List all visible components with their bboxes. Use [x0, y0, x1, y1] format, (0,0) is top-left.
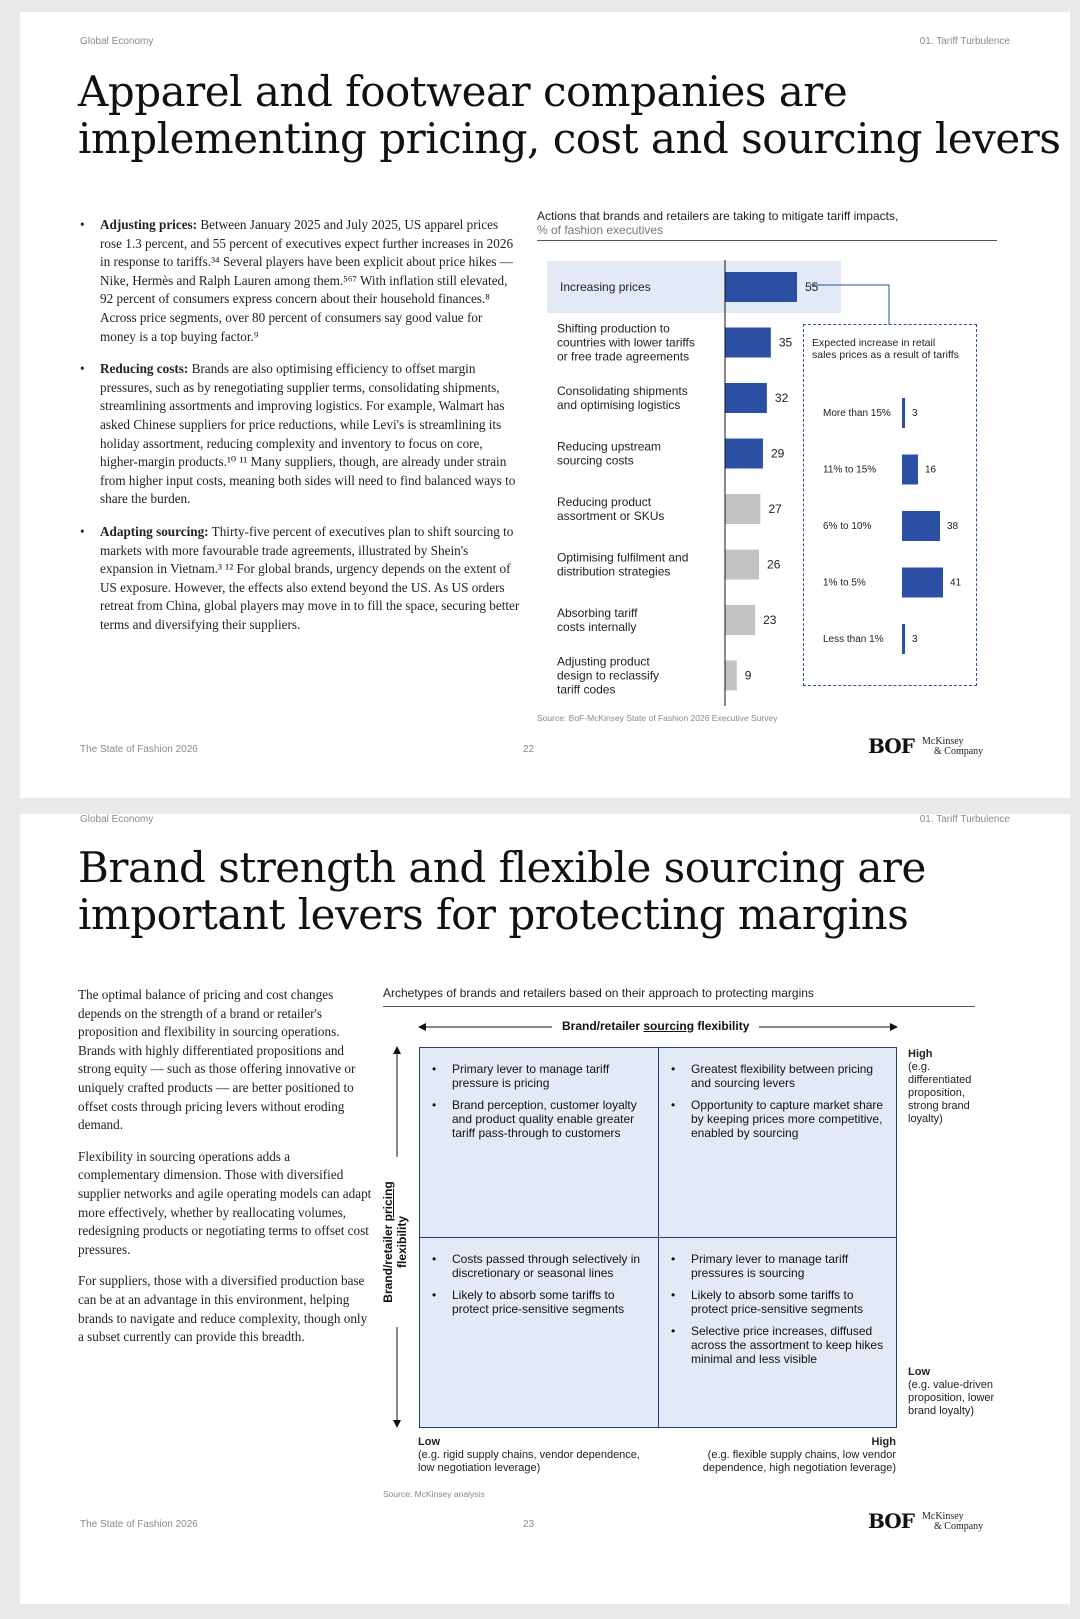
y-high-note: High (e.g. differentiated proposition, strong brand loyalty)	[908, 1048, 972, 1125]
category-label: countries with lower tariffs	[557, 335, 695, 350]
matrix-title-rule	[383, 1006, 975, 1007]
category-label: distribution strategies	[557, 564, 671, 579]
category-label: sourcing costs	[557, 453, 634, 468]
category-label: Absorbing tariff	[557, 606, 638, 620]
report-page-23	[20, 814, 1070, 1604]
category-label: Less than 1%	[823, 634, 884, 645]
category-label: or free trade agreements	[557, 349, 690, 364]
paragraph: The optimal balance of pricing and cost changes depends on the strength of a brand or retailer's proposition and flexibility in sourcing operations. Brands with highly differentiated propositions and strong equity — such as those offering innovative or uniquely crafted products — are better positioned to offset costs through pricing levers without eroding demand.	[78, 987, 356, 1133]
category-label: More than 15%	[823, 408, 891, 419]
quadrant-top-left: • Primary lever to manage tariff pressure is pricing • Brand perception, customer loyalty and product quality enable greater tariff pass-through to customers	[432, 1062, 647, 1148]
page-title: Brand strength and flexible sourcing are important levers for protecting margins	[78, 843, 926, 939]
bullet-reducing-costs: • Reducing costs: Brands are also optimising efficiency to offset margin pressures, such as by renegotiating supplier terms, consolidating shipments, streamlining assortments and improving logistics. For example, Walmart has asked Chinese suppliers for price reductions, while Levi's is streamlining its holiday assortment, reducing complexity and inventory to focus on core, higher-margin products.¹⁰ ¹¹ Many suppliers, though, are already under strain from higher input costs, meaning both sides will need to find balanced ways to share the burden.	[80, 360, 520, 509]
section-label: Global Economy	[80, 814, 154, 825]
data-label: 9	[744, 668, 752, 683]
paragraph: Flexibility in sourcing operations adds a complementary dimension. Those with diversified supplier networks and agile operating models can adapt more effectively, whether by reallocating volumes, redesigning products or negotiating terms to offset cost pressures.	[78, 1148, 372, 1257]
quadrant-top-right: • Greatest flexibility between pricing and sourcing levers • Opportunity to capture market share by keeping prices more competitive, enabled by sourcing	[671, 1062, 886, 1148]
category-label: Shifting production to	[557, 321, 670, 336]
category-label: 11% to 15%	[823, 464, 877, 476]
y-axis-label: Brand/retailer pricing flexibility	[381, 1157, 409, 1327]
bar	[725, 494, 760, 524]
category-label: assortment or SKUs	[557, 509, 665, 523]
quadrant-bottom-left: • Costs passed through selectively in discretionary or seasonal lines • Likely to absorb some tariffs to protect price-sensitive segments	[432, 1252, 647, 1324]
report-page-22	[20, 12, 1070, 798]
y-low-note: Low (e.g. value-driven proposition, lower brand loyalty)	[908, 1366, 995, 1417]
footer-title: The State of Fashion 2026	[80, 744, 198, 755]
price-increase-bar-chart	[804, 382, 976, 682]
chapter-label: 01. Tariff Turbulence	[919, 36, 1010, 47]
bullet-adapting-sourcing: • Adapting sourcing: Thirty-five percent of executives plan to shift sourcing to markets with more favourable trade agreements, illustrated by Shein's expansion in Vietnam.³ ¹² For global brands, urgency depends on the extent of US exposure. However, the effects also extend beyond the US. As US orders retreat from China, global players may move in to fill the space, securing better terms and diversifying their suppliers.	[80, 523, 520, 635]
data-label: 16	[925, 464, 937, 476]
matrix-h-divider	[419, 1237, 897, 1238]
category-label: Reducing product	[557, 495, 652, 509]
bof-logo: BOF	[868, 1509, 914, 1533]
mckinsey-logo: McKinsey & Company	[922, 1511, 984, 1532]
data-label: 41	[950, 577, 962, 589]
bar	[725, 661, 737, 691]
page-number: 23	[523, 1519, 535, 1530]
data-label: 26	[767, 557, 781, 572]
category-label: 1% to 5%	[823, 577, 866, 589]
data-label: 3	[912, 408, 918, 419]
bar	[725, 550, 759, 580]
chapter-label: 01. Tariff Turbulence	[919, 814, 1010, 825]
data-label: 27	[768, 502, 782, 516]
data-label: 29	[770, 446, 785, 461]
data-label: 3	[912, 634, 918, 645]
data-label: 35	[778, 335, 793, 350]
body-paragraphs	[78, 986, 374, 1360]
data-label: 32	[774, 391, 789, 405]
inset-chart-title: Expected increase in retail sales prices as a result of tariffs	[812, 337, 959, 361]
bullet-adjusting-prices: • Adjusting prices: Between January 2025 and July 2025, US apparel prices rose 1.3 percent, and 55 percent of executives expect further increases in 2026 in response to tariffs.³⁴ Several players have been explicit about price hikes — Nike, Hermès and Ralph Lauren among them.⁵⁶⁷ With inflation still elevated, 92 percent of consumers express concern about their household finances.⁸ Across price segments, over 80 percent of consumers say good value for money is a top buying factor.⁹	[80, 216, 520, 346]
chart-connector	[810, 284, 890, 326]
bullet-list	[80, 216, 520, 648]
matrix-title: Archetypes of brands and retailers based on their approach to protecting margins	[383, 986, 814, 1000]
bar	[902, 511, 940, 541]
chart-source: Source: BoF-McKinsey State of Fashion 2026 Executive Survey	[537, 713, 778, 723]
page-title: Apparel and footwear companies are implementing pricing, cost and sourcing levers	[78, 67, 1061, 163]
paragraph: For suppliers, those with a diversified production base can be at an advantage in this environment, helping brands to navigate and reduce complexity, though only a subset currently can provide this breadth.	[78, 1273, 368, 1345]
bar	[725, 439, 763, 469]
x-axis-label: Brand/retailer sourcing flexibility	[552, 1019, 759, 1033]
category-label: Reducing upstream	[557, 439, 662, 454]
category-label: Optimising fulfilment and	[557, 550, 689, 565]
bar	[725, 328, 771, 358]
category-label: 6% to 10%	[823, 521, 872, 532]
chart-header-rule	[537, 240, 997, 241]
category-label: and optimising logistics	[557, 398, 681, 412]
chart-header: Actions that brands and retailers are taking to mitigate tariff impacts, % of fashion executives	[537, 209, 899, 237]
category-label: costs internally	[557, 620, 637, 634]
x-high-note: High (e.g. flexible supply chains, low vendor dependence, high negotiation leverage)	[702, 1436, 896, 1474]
matrix-source: Source: McKinsey analysis	[383, 1489, 485, 1499]
category-label: Consolidating shipments	[557, 384, 688, 398]
bar	[902, 568, 943, 598]
x-low-note: Low (e.g. rigid supply chains, vendor dependence, low negotiation leverage)	[418, 1436, 640, 1474]
category-label: design to reclassify	[557, 668, 660, 683]
mckinsey-logo: McKinsey & Company	[922, 736, 984, 757]
data-label: 38	[947, 521, 959, 532]
category-label: Adjusting product	[557, 654, 650, 669]
category-label: Increasing prices	[560, 280, 651, 294]
bar	[902, 455, 918, 485]
bar	[725, 605, 755, 635]
data-label: 55	[805, 280, 819, 294]
page-number: 22	[523, 744, 535, 755]
section-label: Global Economy	[80, 36, 154, 47]
bar	[725, 272, 797, 302]
data-label: 23	[763, 613, 777, 627]
category-label: tariff codes	[557, 682, 616, 697]
bar	[725, 383, 767, 413]
bar	[902, 624, 905, 654]
bar	[902, 398, 905, 428]
bof-logo: BOF	[868, 734, 914, 758]
quadrant-bottom-right: • Primary lever to manage tariff pressures is sourcing • Likely to absorb some tariffs to protect price-sensitive segments • Selective price increases, diffused across the assortment to keep hikes minimal and less visible	[671, 1252, 886, 1374]
footer-title: The State of Fashion 2026	[80, 1519, 198, 1530]
